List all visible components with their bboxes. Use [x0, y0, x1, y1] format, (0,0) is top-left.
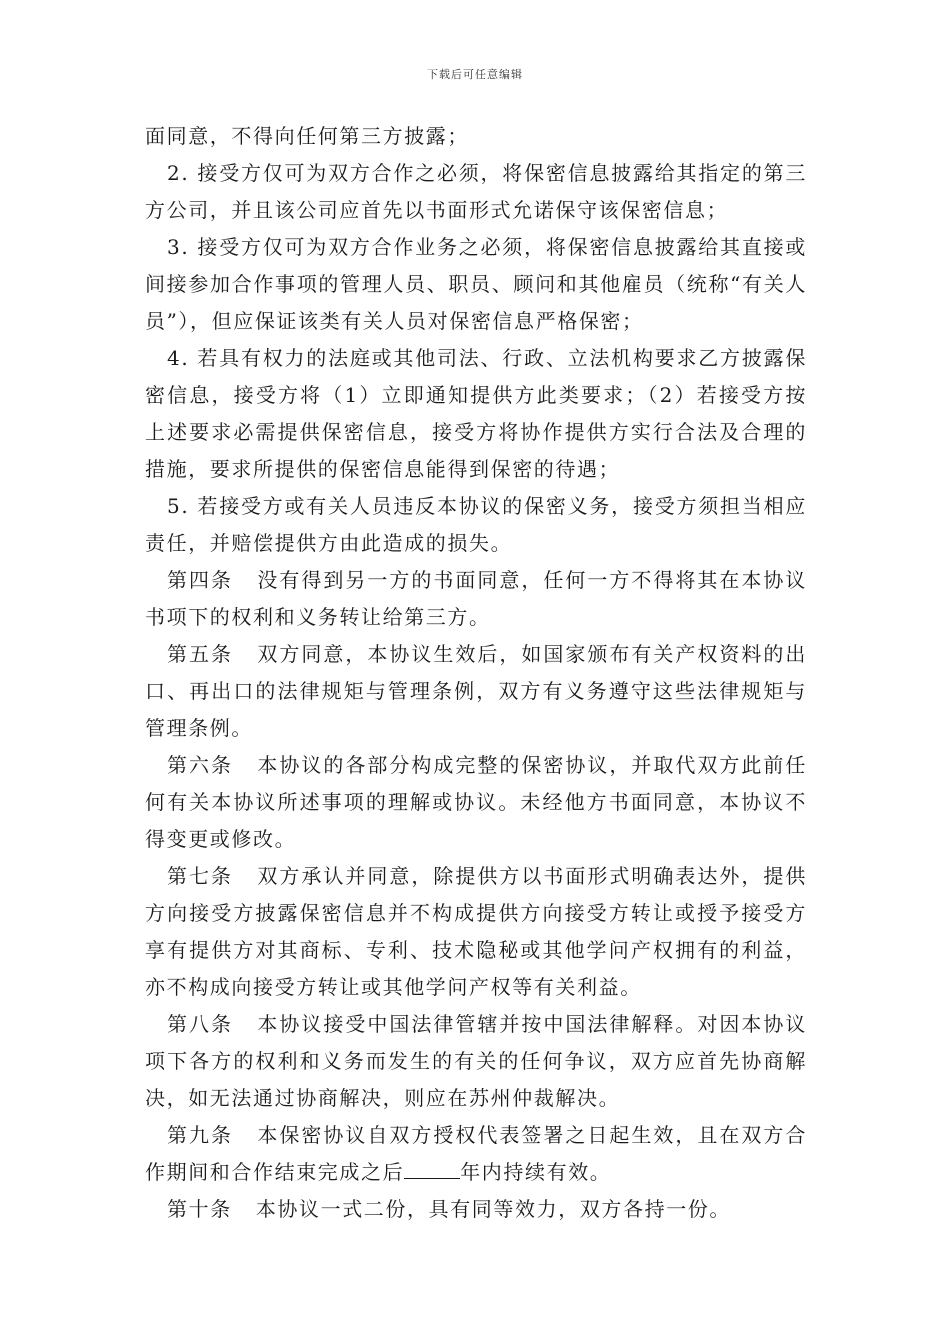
article-9-label: 第九条	[167, 1123, 233, 1147]
paragraph-continuation: 面同意，不得向任何第三方披露；	[145, 124, 469, 148]
clause-item-3: 3. 接受方仅可为双方合作业务之必须，将保密信息披露给其直接或间接参加合作事项的管理人员、职员、顾问和其他雇员（统称“有关人员”），但应保证该类有关人员对保密信息严格保密；	[145, 235, 807, 333]
article-4	[145, 562, 807, 636]
document-body	[145, 118, 807, 1228]
clause-item-2: 2. 接受方仅可为双方合作之必须，将保密信息披露给其指定的第三方公司，并且该公司应首先以书面形式允诺保守该保密信息；	[145, 161, 807, 222]
article-10-text: 本协议一式二份，具有同等效力，双方各持一份。	[255, 1197, 732, 1221]
article-5	[145, 636, 807, 747]
article-10-label: 第十条	[167, 1197, 232, 1221]
article-10	[145, 1191, 807, 1228]
article-5-text: 双方同意，本协议生效后，如国家颁布有关产权资料的出口、再出口的法律规矩与管理条例，双方有义务遵守这些法律规矩与管理条例。	[145, 642, 807, 740]
article-9-text-after: 年内持续有效。	[460, 1160, 612, 1184]
years-blank-field[interactable]	[404, 1156, 460, 1179]
clause-item-4: 4. 若具有权力的法庭或其他司法、行政、立法机构要求乙方披露保密信息，接受方将（1）立即通知提供方此类要求；（2）若接受方按上述要求必需提供保密信息，接受方将协作提供方实行合法及合理的措施，要求所提供的保密信息能得到保密的待遇；	[145, 346, 807, 481]
article-6-text: 本协议的各部分构成完整的保密协议，并取代双方此前任何有关本协议所述事项的理解或协议。未经他方书面同意，本协议不得变更或修改。	[145, 753, 807, 851]
article-9-text-before: 本保密协议自双方授权代表签署之日起生效，且在双方合作期间和合作结束完成之后	[145, 1123, 807, 1184]
article-5-label: 第五条	[167, 642, 233, 666]
article-7-text: 双方承认并同意，除提供方以书面形式明确表达外，提供方向接受方披露保密信息并不构成提供方向接受方转让或授予接受方享有提供方对其商标、专利、技术隐秘或其他学问产权拥有的利益，亦不构成向接受方转让或其他学问产权等有关利益。	[145, 864, 807, 999]
article-7-label: 第七条	[167, 864, 233, 888]
article-4-text: 没有得到另一方的书面同意，任何一方不得将其在本协议书项下的权利和义务转让给第三方。	[145, 568, 807, 629]
clause-item-5: 5. 若接受方或有关人员违反本协议的保密义务，接受方须担当相应责任，并赔偿提供方由此造成的损失。	[145, 494, 807, 555]
article-8-label: 第八条	[167, 1012, 233, 1036]
article-4-label: 第四条	[167, 568, 233, 592]
article-8-text: 本协议接受中国法律管辖并按中国法律解释。对因本协议项下各方的权利和义务而发生的有关的任何争议，双方应首先协商解决，如无法通过协商解决，则应在苏州仲裁解决。	[145, 1012, 807, 1110]
article-7	[145, 858, 807, 1006]
article-6-label: 第六条	[167, 753, 233, 777]
article-9	[145, 1117, 807, 1191]
article-8	[145, 1006, 807, 1117]
article-6	[145, 747, 807, 858]
page-header: 下载后可任意编辑	[427, 68, 523, 81]
